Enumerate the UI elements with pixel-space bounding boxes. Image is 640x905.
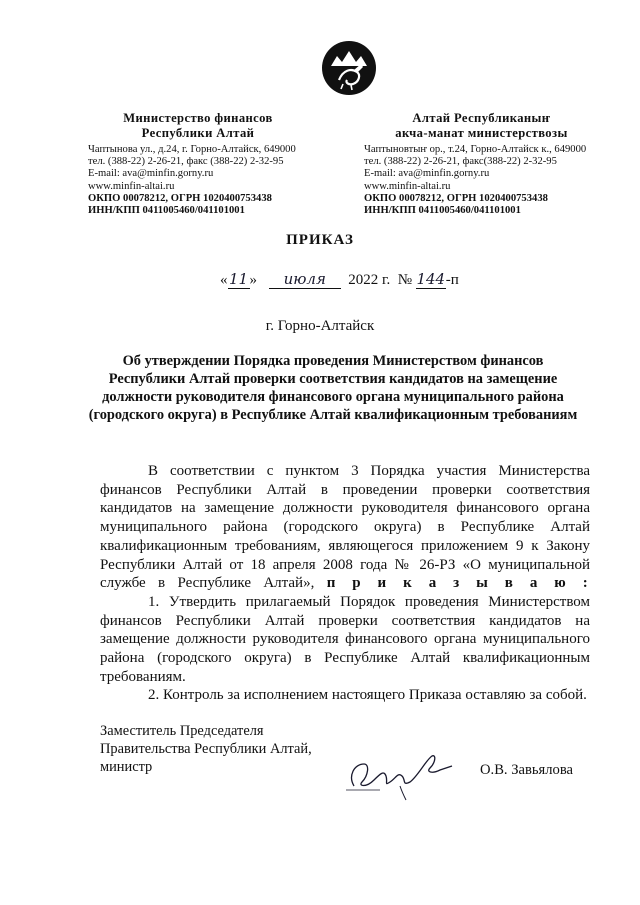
- address-line: Чаптынова ул., д.24, г. Горно-Алтайск, 649000: [88, 144, 296, 155]
- order-number: 144: [416, 270, 446, 288]
- okpo-line: ОКПО 00078212, ОГРН 1020400753438: [364, 192, 548, 204]
- header-right-block: [364, 111, 626, 217]
- paragraph-item-2: 2. Контроль за исполнением настоящего Приказа оставляю за собой.: [148, 687, 587, 704]
- order-month: июля: [269, 270, 341, 289]
- inn-line: ИНН/КПП 0411005460/041101001: [88, 205, 245, 217]
- signatory-name: О.В. Завьялова: [480, 762, 574, 778]
- address-line: Чаптыновтыҥ ор., т.24, Горно-Алтайск к., 649000: [364, 144, 587, 155]
- document-title: ПРИКАЗ: [286, 232, 354, 248]
- phone-line: тел. (388-22) 2-26-21, факс (388-22) 2-32-95: [88, 156, 284, 168]
- order-subject: Об утверждении Порядка проведения Министерством финансов Республики Алтай проверки соответствия кандидатов на замещение должности руководителя финансового органа муниципального района (городского округа) в Республике Алтай квалификационным требованиям: [88, 353, 578, 423]
- coat-of-arms-emblem: [321, 40, 377, 96]
- city-name: г. Горно-Алтайск: [265, 318, 375, 334]
- org-name-altai: Алтай Республиканыҥ акча-манат министерствозы: [395, 111, 568, 140]
- order-year: 2022 г.: [348, 272, 391, 288]
- order-day: 11: [228, 270, 249, 288]
- web-line: www.minfin-altai.ru: [88, 180, 175, 192]
- signatory-title: Заместитель Председателя Правительства Республики Алтай, министр: [100, 723, 312, 775]
- paragraph-preamble: В соответствии с пунктом 3 Порядка участия Министерства финансов Республики Алтай в проведении проверки соответствия кандидатов на замещение должности руководителя финансового органа муниципального района (городского округа) в Республике Алтай квалификационным требованиям, являющегося приложением 9 к Закону Республики Алтай от 18 апреля 2008 года № 26-РЗ «О муниципальной службе в Республике Алтай», п р и к а з ы в а ю :: [100, 463, 591, 592]
- order-date-number-line: «11» июля 2022 г. № 144-п: [220, 270, 459, 288]
- org-contacts-altai: [364, 144, 626, 217]
- okpo-line: ОКПО 00078212, ОГРН 1020400753438: [88, 192, 272, 204]
- inn-line: ИНН/КПП 0411005460/041101001: [364, 205, 521, 217]
- order-body: [100, 462, 590, 705]
- org-contacts-russian: [88, 144, 330, 217]
- header-left-block: [88, 111, 330, 217]
- web-line: www.minfin-altai.ru: [364, 180, 451, 192]
- handwritten-signature: [340, 746, 460, 802]
- phone-line: тел. (388-22) 2-26-21, факс(388-22) 2-32-95: [364, 156, 557, 168]
- order-word: п р и к а з ы в а ю :: [326, 575, 591, 592]
- email-line: E-mail: ava@minfin.gorny.ru: [88, 168, 214, 180]
- paragraph-item-1: 1. Утвердить прилагаемый Порядок проведения Министерством финансов Республики Алтай проверки соответствия кандидатов на замещение должности руководителя финансового органа муниципального района (городского округа) в Республике Алтай квалификационным требованиям.: [100, 593, 590, 685]
- email-line: E-mail: ava@minfin.gorny.ru: [364, 168, 490, 180]
- org-name-russian: Министерство финансов Республики Алтай: [123, 111, 273, 140]
